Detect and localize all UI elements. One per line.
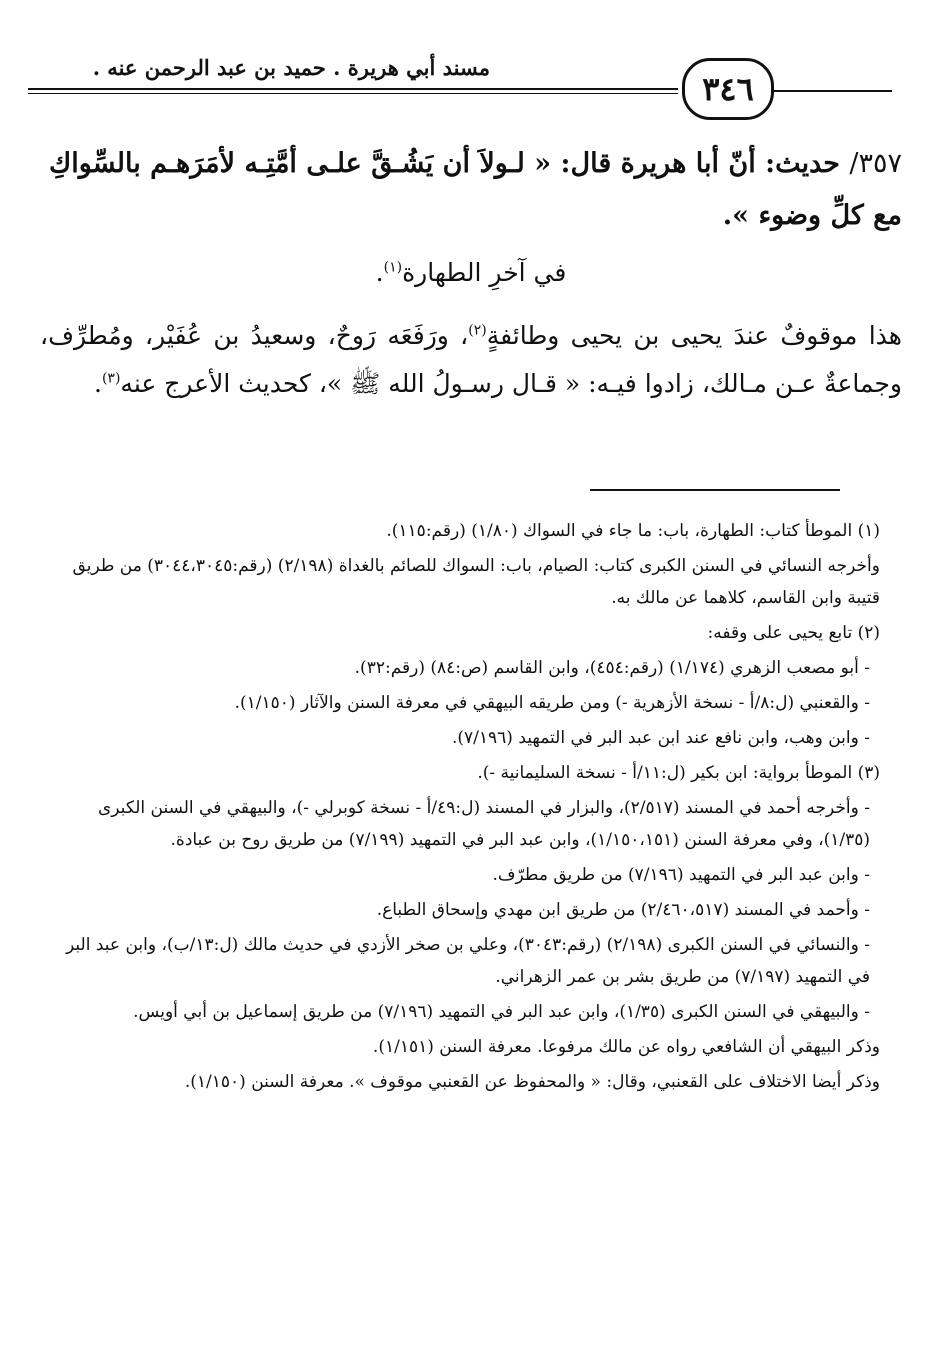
chapter-text: في آخرِ الطهارة <box>402 258 567 287</box>
footnote-line: - والقعنبي (ل:٨/أ - نسخة الأزهرية -) ومن طريقه البيهقي في معرفة السنن والآثار (١/١٥٠). <box>234 693 870 713</box>
commentary-part-2: ، ورَفَعَه رَوحٌ، وسعيدُ بن عُفَيْر، ومُطرِّف، وجماعةٌ عـن مـالك، زادوا فيـه: « قـال رسـولُ الله ﷺ »، كحديث الأعرج عنه <box>40 321 902 398</box>
footnote-line: وذكر البيهقي أن الشافعي رواه عن مالك مرفوعا. معرفة السنن (١/١٥١). <box>372 1037 880 1057</box>
hadith-label: حديث: <box>765 148 840 179</box>
footnote-line: (١) الموطأ كتاب: الطهارة، باب: ما جاء في السواك (١/٨٠) (رقم:١١٥). <box>386 521 880 541</box>
commentary-end: . <box>94 369 102 398</box>
header-rule <box>28 88 678 90</box>
footnote-line: - والبيهقي في السنن الكبرى (١/٣٥)، وابن عبد البر في التمهيد (٧/١٩٦) من طريق إسماعيل بن أبي أويس. <box>133 1002 870 1022</box>
hadith-text <box>40 138 902 242</box>
page-number: ٣٤٦ <box>702 70 754 108</box>
footnote-line: (٣) الموطأ برواية: ابن بكير (ل:١١/أ - نسخة السليمانية -). <box>477 763 880 783</box>
footnote-line: وذكر أيضا الاختلاف على القعنبي، وقال: « والمحفوظ عن القعنبي موقوف ». معرفة السنن (١/١٥٠). <box>184 1072 880 1092</box>
header-rule-thin <box>28 93 678 94</box>
footnote-line: وأخرجه النسائي في السنن الكبرى كتاب: الصيام، باب: السواك للصائم بالغداة (٢/١٩٨) (رقم:٣٠٤٤،٣٠٤٥) من طريق قتيبة وابن القاسم، كلاهما عن مالك به. <box>72 556 880 608</box>
footnote-divider <box>590 489 840 491</box>
footnote-marker: (١) <box>383 259 403 276</box>
footnote-line: - والنسائي في السنن الكبرى (٢/١٩٨) (رقم:٣٠٤٣)، وعلي بن صخر الأزدي في حديث مالك (ل:١٣/ب)، وابن عبد البر في التمهيد (٧/١٩٧) من طريق بشر بن عمر الزهراني. <box>66 935 870 987</box>
footnote-line: (٢) تابع يحيى على وقفه: <box>707 623 880 643</box>
hadith-body: أنّ أبا هريرة قال: « لـولاَ أن يَشُـقَّ علـى أمَّتِـه لأمَرَهـم بالسِّواكِ مع كلِّ وضوء ». <box>49 148 902 231</box>
commentary-paragraph <box>40 312 902 408</box>
page-number-badge <box>682 58 774 120</box>
footnote-line: - وأحمد في المسند (٢/٤٦٠،٥١٧) من طريق ابن مهدي وإسحاق الطباع. <box>376 900 870 920</box>
footnotes <box>60 515 880 1101</box>
header-rule-right <box>768 90 892 92</box>
footnote-line: - وابن وهب، وابن نافع عند ابن عبد البر في التمهيد (٧/١٩٦). <box>451 728 870 748</box>
footnote-marker: (٣) <box>101 370 121 387</box>
footnote-line: - وابن عبد البر في التمهيد (٧/١٩٦) من طريق مطرّف. <box>492 865 870 885</box>
chapter-reference: في آخرِ الطهارة$^{(١)}$. <box>375 258 567 287</box>
running-title: مسند أبي هريرة . حميد بن عبد الرحمن عنه . <box>92 55 490 80</box>
footnote-line: - أبو مصعب الزهري (١/١٧٤) (رقم:٤٥٤)، وابن القاسم (ص:٨٤) (رقم:٣٢). <box>354 658 870 678</box>
footnote-marker: (٢) <box>468 322 487 339</box>
footnote-line: - وأخرجه أحمد في المسند (٢/٥١٧)، والبزار في المسند (ل:٤٩/أ - نسخة كوبرلي -)، والبيهقي في السنن الكبرى (١/٣٥)، وفي معرفة السنن (١/١٥٠،١٥١)، وابن عبد البر في التمهيد (٧/١٩٩) من طريق روح بن عبادة. <box>98 798 870 850</box>
commentary-part-1: هذا موقوفٌ عندَ يحيى بن يحيى وطائفةٍ <box>486 321 902 350</box>
page-header <box>0 0 944 120</box>
hadith-number: ٣٥٧/ <box>849 148 902 179</box>
